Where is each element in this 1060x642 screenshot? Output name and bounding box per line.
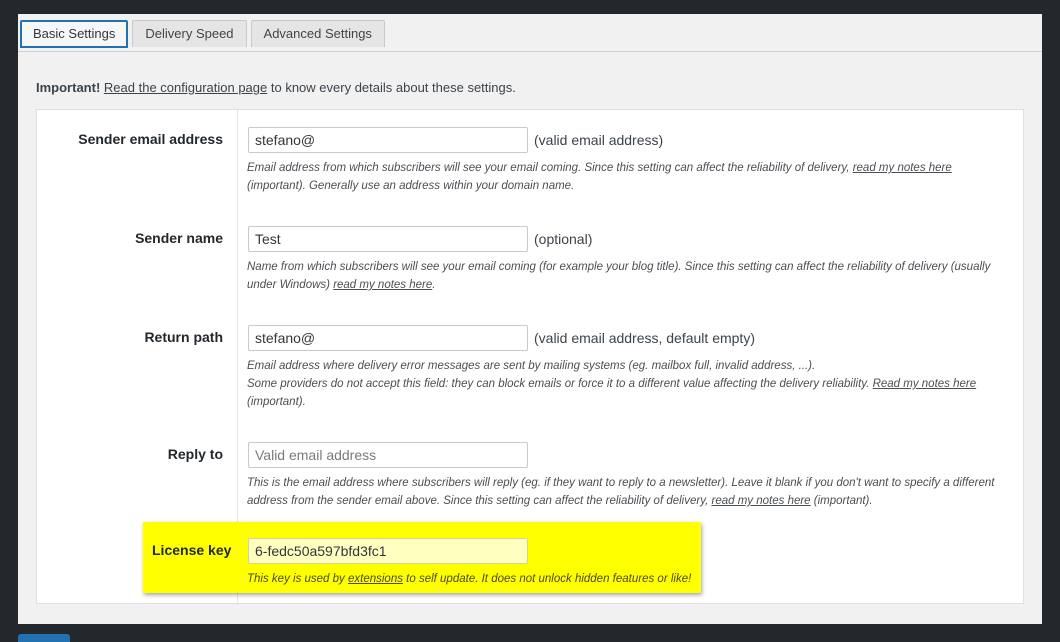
sender-email-desc-text: Email address from which subscribers will see your email coming. Since this setting can affect the reliability of delivery,: [247, 162, 853, 174]
reply-to-notes-link[interactable]: read my notes here: [711, 495, 811, 507]
sender-name-description: [247, 258, 1012, 294]
notice-bold: Important!: [36, 80, 101, 95]
sender-name-field[interactable]: [248, 226, 528, 252]
sender-email-description: [247, 159, 1012, 195]
license-key-desc-tail: to self update. It does not unlock hidden features or like!: [402, 573, 692, 585]
reply-to-description: [247, 474, 1012, 510]
sender-name-label: Sender name: [135, 230, 223, 246]
return-path-notes-link[interactable]: Read my notes here: [872, 378, 977, 390]
settings-panel: [18, 14, 1042, 624]
tabs-divider: [18, 51, 1042, 52]
sender-name-desc-text: Name from which subscribers will see your email coming (for example your blog title). Since this setting can affect the reliability of delivery (usually under Windows): [247, 261, 991, 291]
sender-email-field[interactable]: [248, 127, 528, 153]
license-key-description: [247, 570, 707, 588]
important-notice: [36, 80, 516, 95]
reply-to-desc-tail: (important).: [810, 495, 873, 507]
sender-email-label: Sender email address: [78, 131, 223, 147]
license-key-label: License key: [152, 542, 232, 558]
settings-form: [36, 109, 1024, 604]
configuration-page-link[interactable]: Read the configuration page: [103, 80, 268, 95]
extensions-link[interactable]: extensions: [347, 573, 403, 585]
return-path-desc-tail: (important).: [247, 396, 306, 408]
sender-email-notes-link[interactable]: read my notes here: [852, 162, 952, 174]
return-path-field[interactable]: [248, 325, 528, 351]
tab-advanced-settings[interactable]: Advanced Settings: [251, 20, 385, 47]
reply-to-label: Reply to: [167, 446, 223, 462]
license-key-highlight: [143, 522, 701, 593]
tab-basic-settings[interactable]: Basic Settings: [20, 20, 128, 48]
license-key-desc-text: This key is used by: [247, 573, 348, 585]
return-path-label: Return path: [144, 329, 223, 345]
sender-name-desc-tail: .: [432, 279, 436, 291]
notice-text: to know every details about these settings.: [267, 80, 516, 95]
license-key-field[interactable]: [248, 538, 528, 564]
return-path-desc-text: Some providers do not accept this field: they can block emails or force it to a different value affecting the delivery reliability.: [247, 378, 873, 390]
return-path-desc-line1: Email address where delivery error messages are sent by mailing systems (eg. mailbox full, invalid address, ...).: [247, 360, 816, 372]
reply-to-desc-text: This is the email address where subscribers will reply (eg. if they want to reply to a newsletter). Leave it blank if you don't want to specify a different address from the sender email above. Since this setting can affect the reliability of delivery,: [247, 477, 995, 507]
sender-email-hint: (valid email address): [534, 132, 664, 148]
save-button[interactable]: [18, 634, 70, 642]
sender-name-hint: (optional): [534, 231, 593, 247]
return-path-hint: (valid email address, default empty): [534, 330, 755, 346]
reply-to-field[interactable]: [248, 442, 528, 468]
sender-email-desc-tail: (important). Generally use an address within your domain name.: [247, 180, 575, 192]
settings-tabs: [20, 20, 385, 52]
return-path-description: [247, 357, 1012, 411]
tab-delivery-speed[interactable]: Delivery Speed: [132, 20, 246, 47]
sender-name-notes-link[interactable]: read my notes here: [333, 279, 433, 291]
